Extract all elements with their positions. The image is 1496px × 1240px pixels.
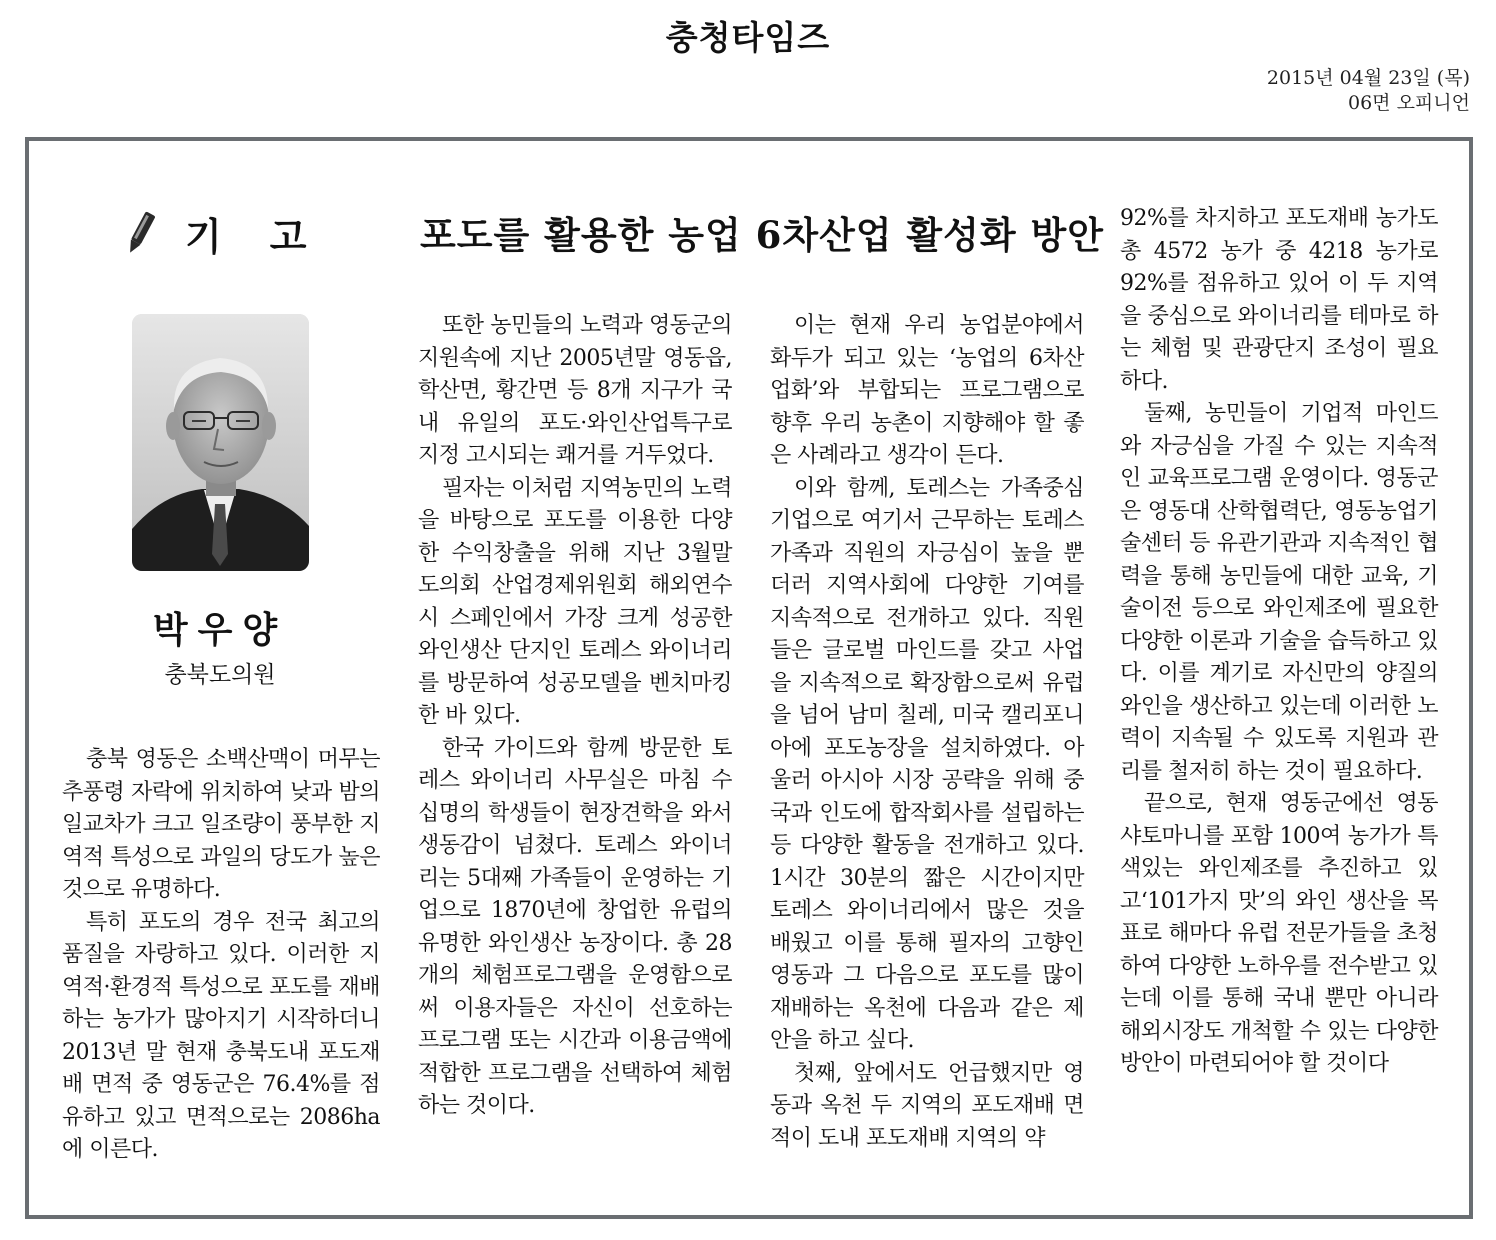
author-name: 박우양 <box>152 610 288 651</box>
column-rubric <box>125 208 354 258</box>
article-column-4 <box>1120 203 1438 1081</box>
paragraph: 둘째, 농민들이 기업적 마인드와 자긍심을 가질 수 있는 지속적인 교육프로그램 운영이다. 영동군은 영동대 산학협력단, 영동농업기술센터 등 유관기관과 지속적인 협력을 통해 농민들에 대한 교육, 기술이전 등으로 와인제조에 필요한 다양한 이론과 기술을 습득하고 있다. 이를 계기로 자신만의 양질의 와인을 생산하고 있는데 이러한 노력이 지속될 수 있도록 지원과 관리를 철저히 하는 것이 필요하다. <box>1120 401 1438 784</box>
issue-date: 2015년 04월 23일 (목) <box>1266 67 1470 89</box>
pencil-icon <box>125 209 155 257</box>
newspaper-name: 충청타임즈 <box>665 18 831 57</box>
paragraph: 충북 영동은 소백산맥이 머무는 추풍령 자락에 위치하여 낮과 밤의 일교차가 크고 일조량이 풍부한 지역적 특성으로 과일의 당도가 높은 것으로 유명하다. <box>62 747 380 902</box>
rubric-label: 기고 <box>185 214 355 259</box>
article-column-3 <box>770 310 1084 1155</box>
article-column-1 <box>62 744 380 1167</box>
author-portrait-image <box>132 314 309 571</box>
paragraph: 이와 함께, 토레스는 가족중심 기업으로 여기서 근무하는 토레스 가족과 직원의 자긍심이 높을 뿐더러 지역사회에 다양한 기여를 지속적으로 전개하고 있다. 직원들은 글로벌 마인드를 갖고 사업을 지속적으로 확장함으로써 유럽을 넘어 남미 칠레, 미국 캘리포니아에 포도농장을 설치하였다. 아울러 아시아 시장 공략을 위해 중국과 인도에 합작회사를 설립하는 등 다양한 활동을 전개하고 있다. 1시간 30분의 짧은 시간이지만 토레스 와이너리에서 많은 것을 배웠고 이를 통해 필자의 고향인 영동과 그 다음으로 포도를 많이 재배하는 옥천에 다음과 같은 제안을 하고 싶다. <box>770 475 1084 1053</box>
paragraph: 첫째, 앞에서도 언급했지만 영동과 옥천 두 지역의 포도재배 면적이 도내 포도재배 지역의 약 <box>770 1060 1084 1151</box>
paragraph: 또한 농민들의 노력과 영동군의 지원속에 지난 2005년말 영동읍, 학산면, 황간면 등 8개 지구가 국내 유일의 포도·와인산업특구로 지정 고시되는 쾌거를 거두었다. <box>418 313 732 468</box>
paragraph: 필자는 이처럼 지역농민의 노력을 바탕으로 포도를 이용한 다양한 수익창출을 위해 지난 3월말 도의회 산업경제위원회 해외연수시 스페인에서 가장 크게 성공한 와인생산 단지인 토레스 와이너리를 방문하여 성공모델을 벤치마킹한 바 있다. <box>418 475 732 728</box>
article-column-2 <box>418 310 732 1123</box>
paragraph: 이는 현재 우리 농업분야에서 화두가 되고 있는 ‘농업의 6차산업화’와 부합되는 프로그램으로 향후 우리 농촌이 지향해야 할 좋은 사례라고 생각이 든다. <box>770 313 1084 468</box>
article-headline: 포도를 활용한 농업 6차산업 활성화 방안 <box>420 213 1105 257</box>
issue-section: 06면 오피니언 <box>1348 92 1470 114</box>
paragraph: 특히 포도의 경우 전국 최고의 품질을 자랑하고 있다. 이러한 지역적·환경적 특성으로 포도를 재배하는 농가가 많아지기 시작하더니 2013년 말 현재 충북도내 포도재배 면적 중 영동군은 76.4%를 점유하고 있고 면적으로는 2086ha에 이른다. <box>62 909 380 1162</box>
author-photo <box>132 314 309 571</box>
issue-meta <box>1267 66 1470 116</box>
paragraph: 한국 가이드와 함께 방문한 토레스 와이너리 사무실은 마침 수십명의 학생들이 현장견학을 와서 생동감이 넘쳤다. 토레스 와이너리는 5대째 가족들이 운영하는 기업으로 1870년에 창업한 유럽의 유명한 와인생산 농장이다. 총 28개의 체험프로그램을 운영함으로써 이용자들은 자신이 선호하는 프로그램 또는 시간과 이용금액에 적합한 프로그램을 선택하여 체험하는 것이다. <box>418 735 732 1118</box>
author-title: 충북도의원 <box>164 662 276 688</box>
paragraph: 92%를 차지하고 포도재배 농가도 총 4572 농가 중 4218 농가로 92%를 점유하고 있어 이 두 지역을 중심으로 와이너리를 테마로 하는 체험 및 관광단지 조성이 필요하다. <box>1120 206 1438 394</box>
paragraph: 끝으로, 현재 영동군에선 영동샤토마니를 포함 100여 농가가 특색있는 와인제조를 추진하고 있고‘101가지 맛’의 와인 생산을 목표로 해마다 유럽 전문가들을 초청하여 다양한 노하우를 전수받고 있는데 이를 통해 국내 뿐만 아니라 해외시장도 개척할 수 있는 다양한 방안이 마련되어야 할 것이다 <box>1120 791 1438 1076</box>
